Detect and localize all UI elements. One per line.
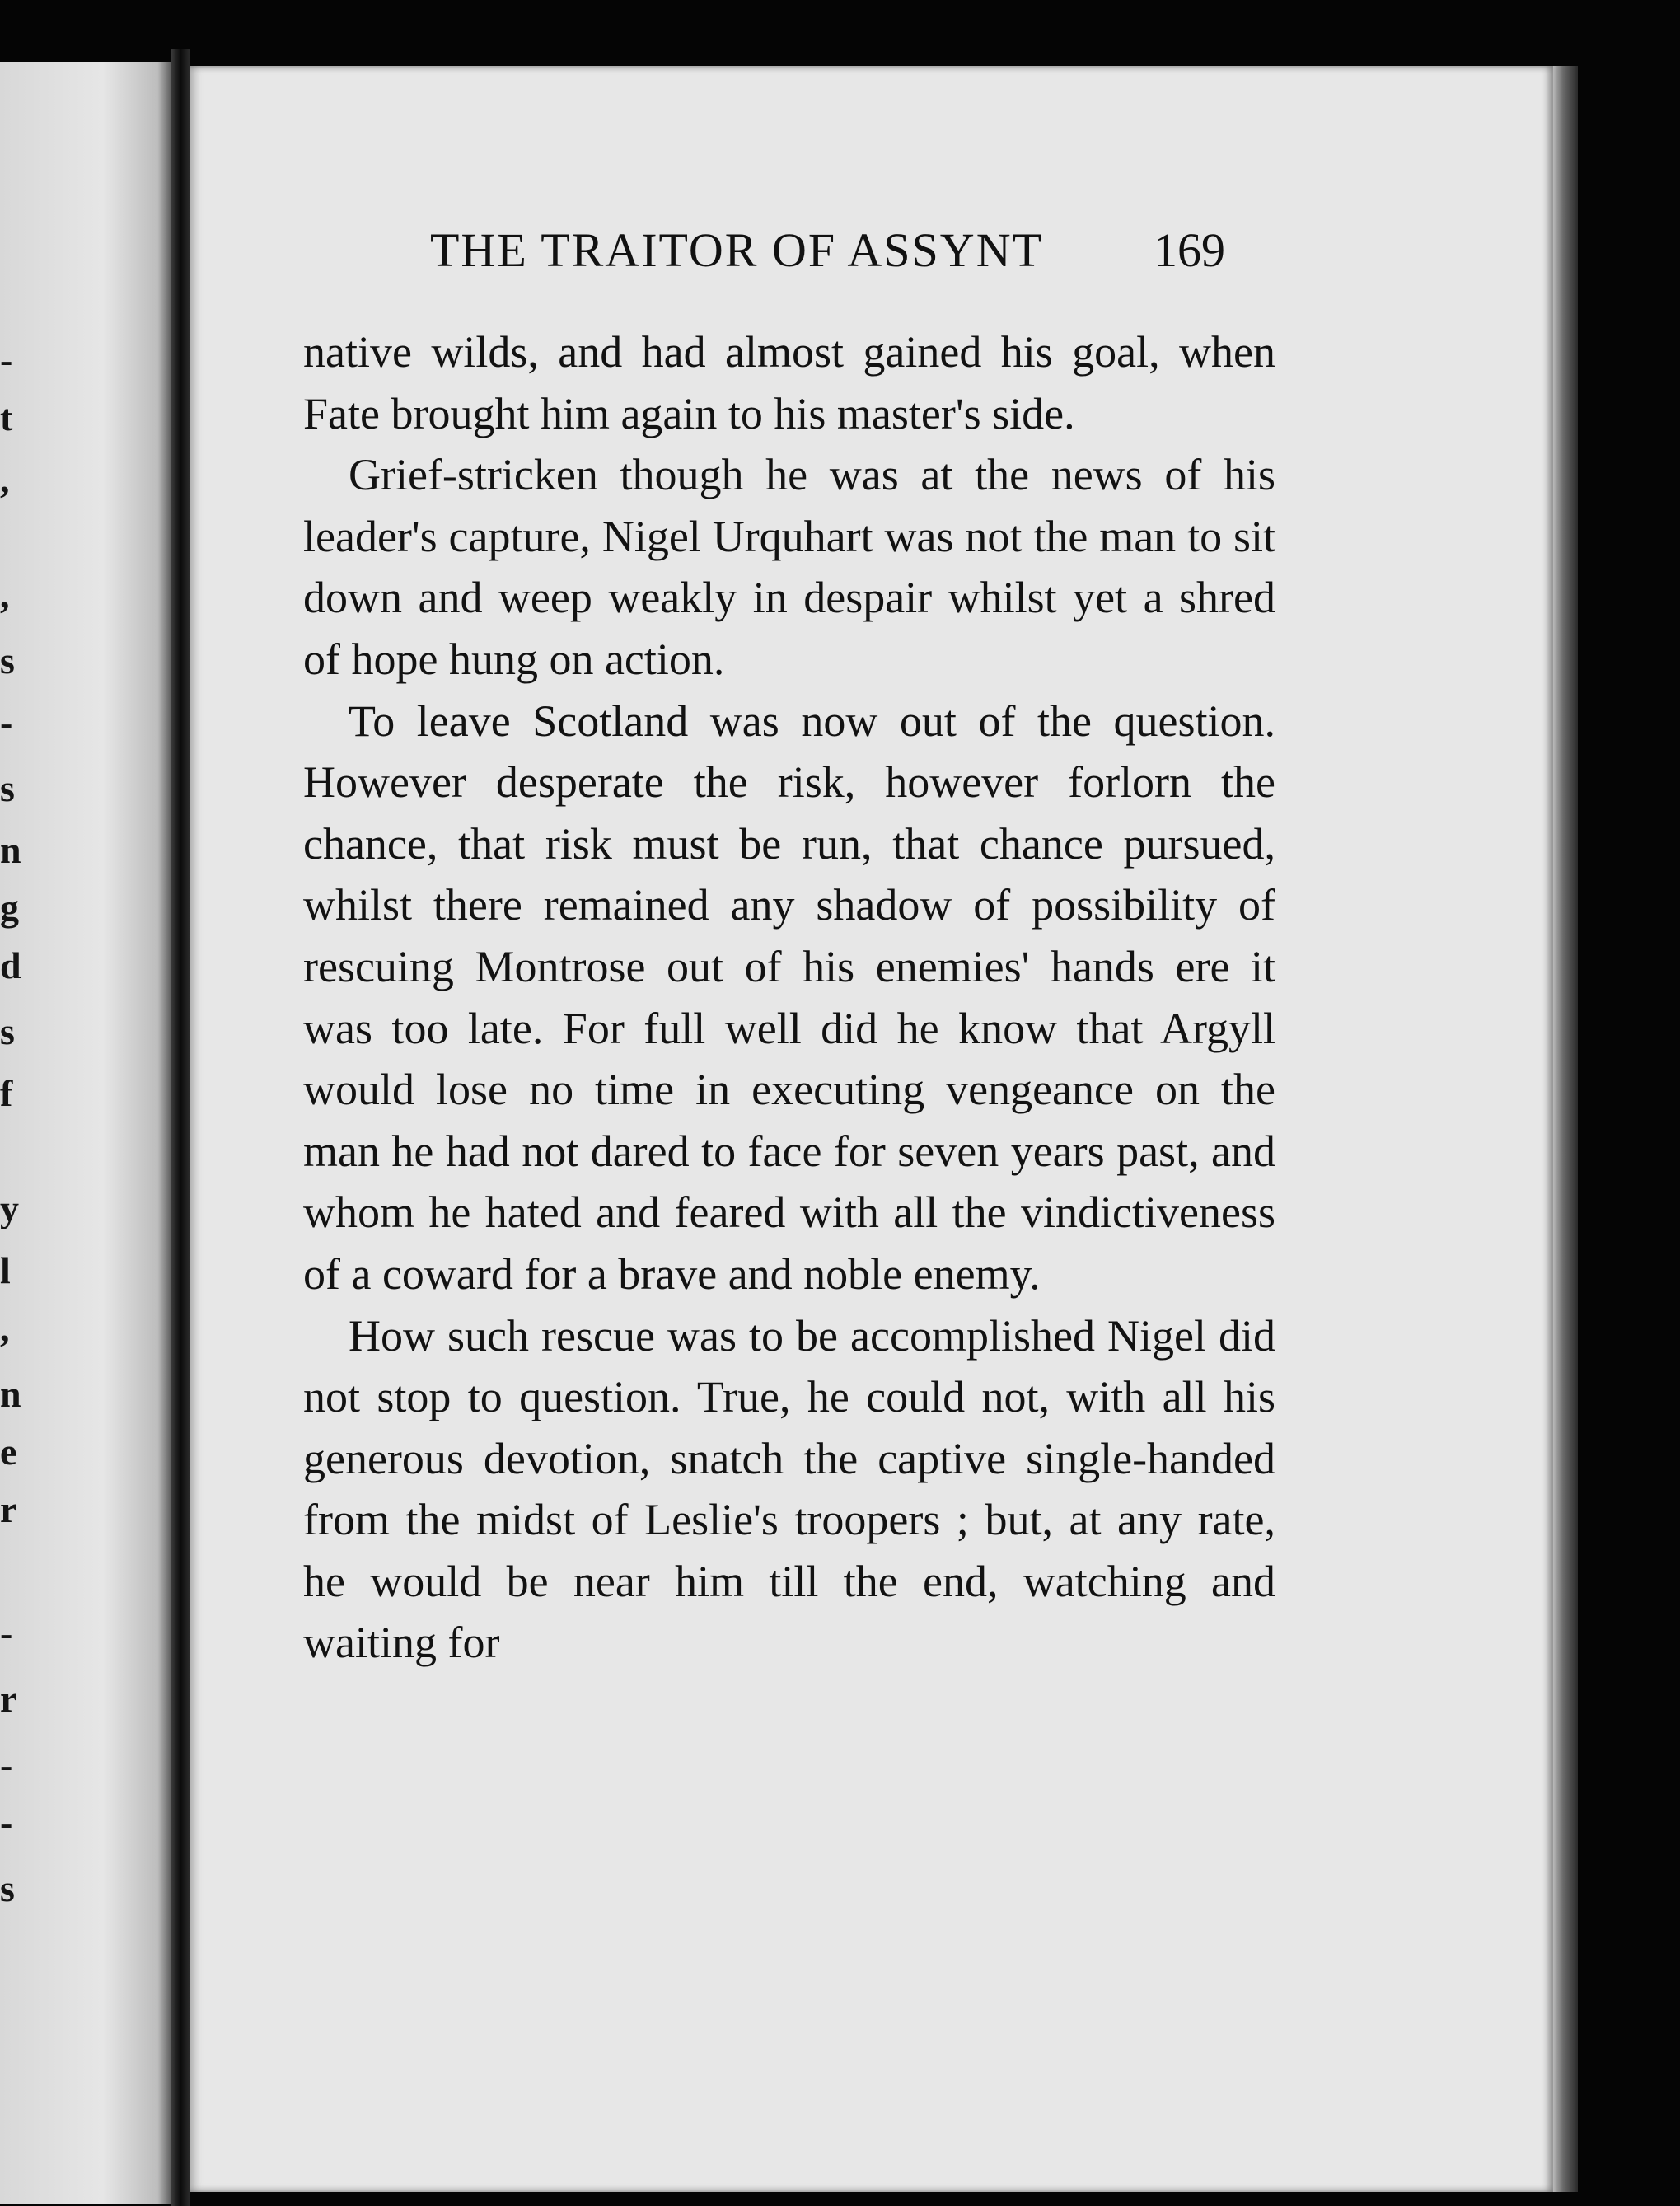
previous-page-edge-char: e <box>0 1431 17 1473</box>
previous-page-edge-char: - <box>0 339 13 381</box>
previous-page-edge-char: r <box>0 1488 17 1530</box>
paragraph: How such rescue was to be accomplished Nigel did not stop to question. True, he could not, with all his generous devotion, snatch the captive single-handed from the midst of Leslie's troopers ; but, at any rate, he would be near him till the end, watching and waiting for <box>303 1310 1275 1668</box>
previous-page-edge-char: t <box>0 396 13 438</box>
previous-page-edge-char: - <box>0 1612 13 1654</box>
previous-page-edge-char: r <box>0 1678 17 1720</box>
running-head: THE TRAITOR OF ASSYNT <box>430 223 1044 277</box>
previous-page-edge-char: y <box>0 1187 19 1229</box>
paragraph: native wilds, and had almost gained his goal, when Fate brought him again to his master's side. <box>303 327 1275 438</box>
page-number: 169 <box>1154 223 1225 277</box>
previous-page-edge-char: , <box>0 574 10 616</box>
previous-page-edge-char: s <box>0 639 15 681</box>
previous-page <box>0 62 171 2204</box>
previous-page-edge-char: - <box>0 701 13 743</box>
previous-page-edge-char: - <box>0 1744 13 1786</box>
previous-page-edge-char: n <box>0 1373 21 1415</box>
previous-page-edge-char: , <box>0 458 10 500</box>
previous-page-edge-char: s <box>0 1867 15 1909</box>
previous-page-edge-char: g <box>0 887 19 929</box>
previous-page-edge-char: d <box>0 944 21 986</box>
paragraph: Grief-stricken though he was at the news of his leader's capture, Nigel Urquhart was not the man to sit down and weep weakly in despair whilst yet a shred of hope hung on action. <box>303 450 1275 684</box>
previous-page-edge-char: f <box>0 1072 13 1114</box>
previous-page-edge-char: s <box>0 767 15 809</box>
previous-page-edge-char: s <box>0 1010 15 1052</box>
paragraph: To leave Scotland was now out of the question. However desperate the risk, however forlorn the chance, that risk must be run, that chance pursued, whilst there remained any shadow of possibility of rescuing Montrose out of his enemies' hands ere it was too late. For full well did he know that Argyll would lose no time in executing vengeance on the man he had not dared to face for seven years past, and whom he hated and feared with all the vindictiveness of a coward for a brave and noble enemy. <box>303 696 1275 1299</box>
previous-page-edge-char: - <box>0 1801 13 1843</box>
body-text <box>303 321 1275 1674</box>
previous-page-edge-char: l <box>0 1249 11 1291</box>
previous-page-edge-char: n <box>0 829 21 871</box>
previous-page-edge-char: , <box>0 1307 10 1349</box>
page-edge-shadow <box>1553 66 1578 2192</box>
book-gutter <box>171 49 190 2206</box>
